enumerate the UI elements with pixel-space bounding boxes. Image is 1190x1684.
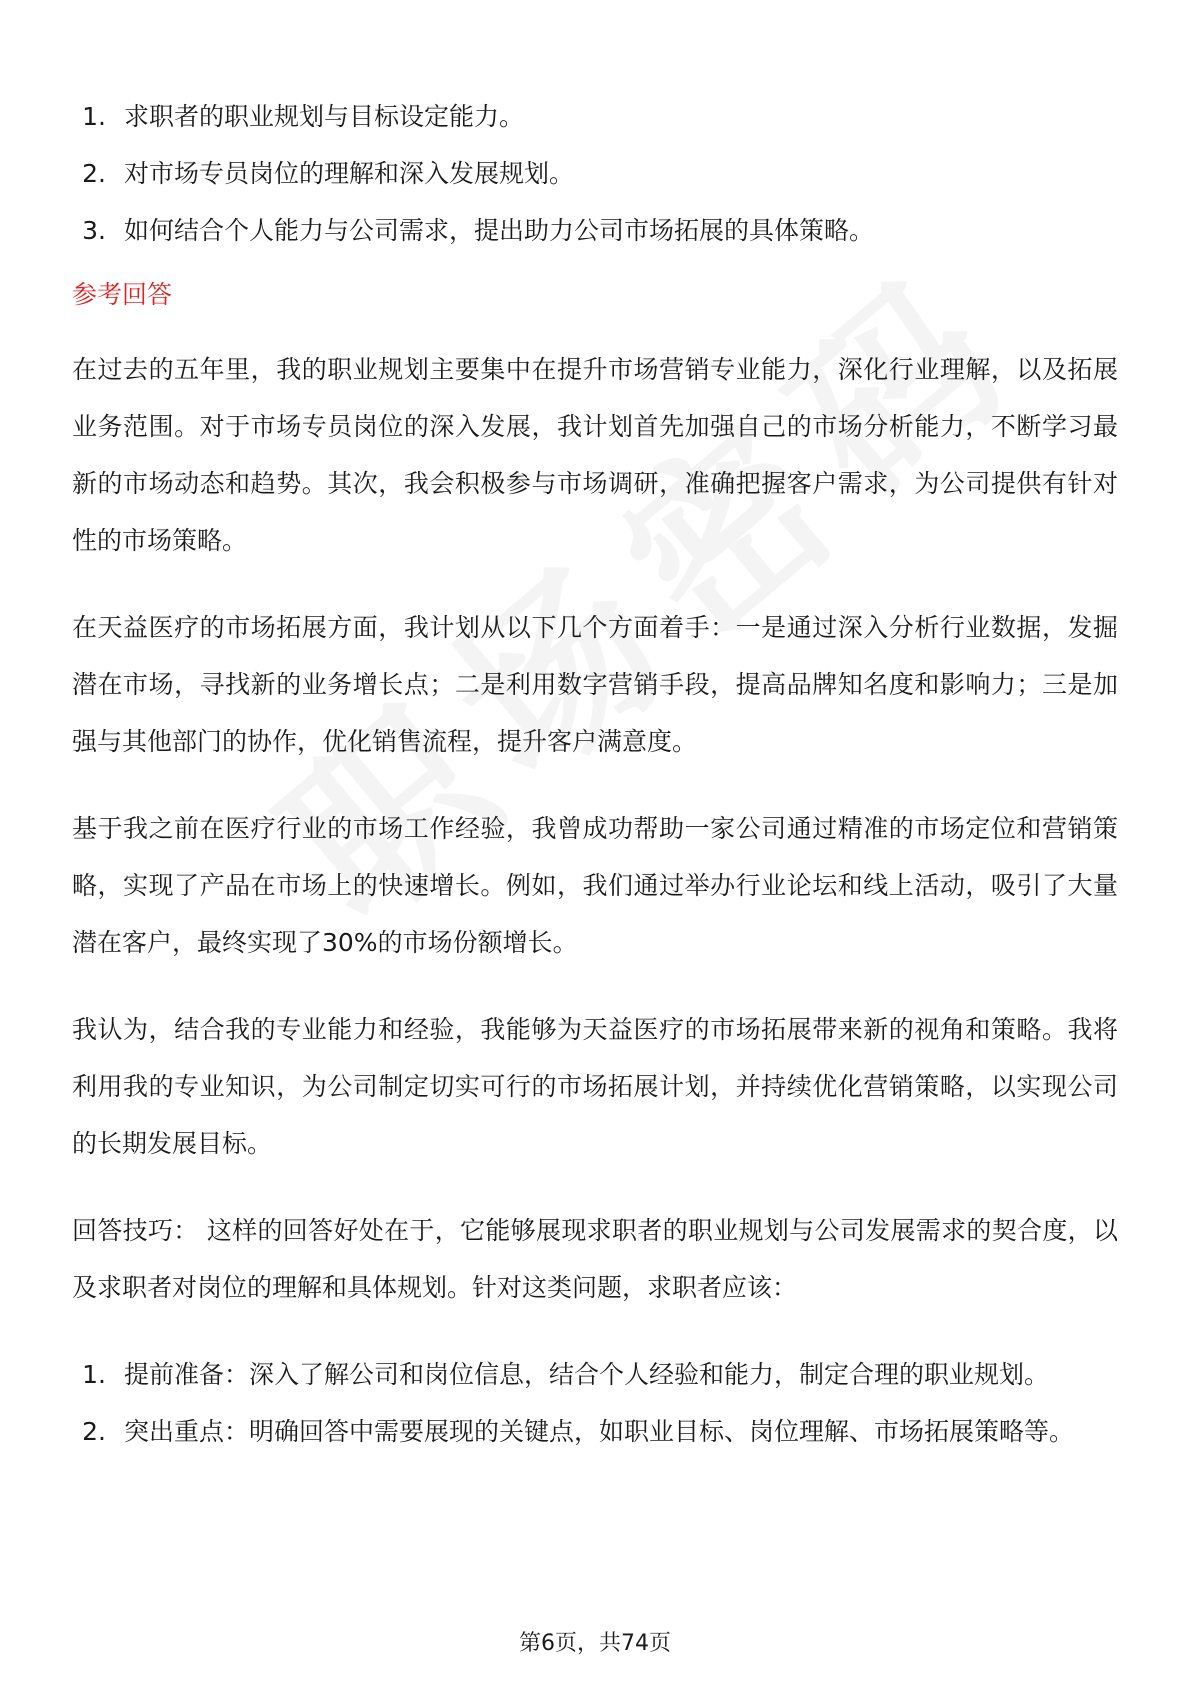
paragraph: 基于我之前在医疗行业的市场工作经验，我曾成功帮助一家公司通过精准的市场定位和营销策略，实现了产品在市场上的快速增长。例如，我们通过举办行业论坛和线上活动，吸引了大量潜在客户，最终实现了30%的市场份额增长。 [72,814,1118,957]
list-item [72,1346,1118,1403]
list-number: 2. [82,1417,106,1446]
paragraph: 在过去的五年里，我的职业规划主要集中在提升市场营销专业能力，深化行业理解，以及拓展业务范围。对于市场专员岗位的深入发展，我计划首先加强自己的市场分析能力，不断学习最新的市场动态和趋势。其次，我会积极参与市场调研，准确把握客户需求，为公司提供有针对性的市场策略。 [72,355,1118,555]
list-text: 突出重点：明确回答中需要展现的关键点，如职业目标、岗位理解、市场拓展策略等。 [124,1417,1075,1446]
list-item [72,202,1118,259]
list-text: 提前准备：深入了解公司和岗位信息，结合个人经验和能力，制定合理的职业规划。 [124,1360,1050,1389]
paragraph: 在天益医疗的市场拓展方面，我计划从以下几个方面着手：一是通过深入分析行业数据，发掘潜在市场，寻找新的业务增长点；二是利用数字营销手段，提高品牌知名度和影响力；三是加强与其他部门的协作，优化销售流程，提升客户满意度。 [72,613,1118,756]
list-text: 对市场专员岗位的理解和深入发展规划。 [124,159,575,188]
intro-list [72,88,1118,259]
list-item [72,145,1118,202]
list-number: 1. [82,102,106,131]
list-text: 求职者的职业规划与目标设定能力。 [124,102,525,131]
list-item [72,1403,1118,1460]
tips-list [72,1346,1118,1460]
paragraph: 我认为，结合我的专业能力和经验，我能够为天益医疗的市场拓展带来新的视角和策略。我将利用我的专业知识，为公司制定切实可行的市场拓展计划，并持续优化营销策略，以实现公司的长期发展目标。 [72,1015,1118,1158]
answer-tips-paragraph: 回答技巧： 这样的回答好处在于，它能够展现求职者的职业规划与公司发展需求的契合度，以及求职者对岗位的理解和具体规划。针对这类问题，求职者应该： [72,1216,1118,1302]
answer-heading: 参考回答 [72,280,173,309]
document-body [72,88,1118,1460]
page-footer: 第6页，共74页 [519,1631,671,1656]
list-number: 3. [82,216,106,245]
list-number: 1. [82,1360,106,1389]
list-number: 2. [82,159,106,188]
list-text: 如何结合个人能力与公司需求，提出助力公司市场拓展的具体策略。 [124,216,875,245]
list-item [72,88,1118,145]
